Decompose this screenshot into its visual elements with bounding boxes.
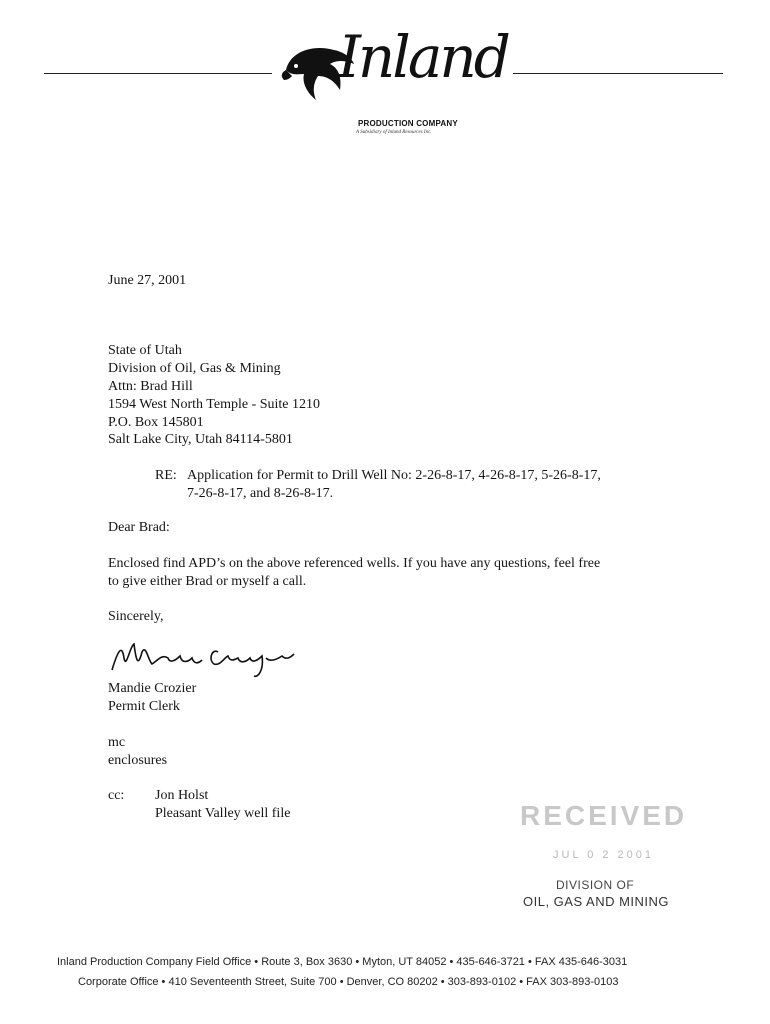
letterhead-rule-left [44, 73, 272, 74]
division-stamp: DIVISION OF [556, 878, 635, 892]
recipient-line: Attn: Brad Hill [108, 379, 193, 394]
recipient-line: 1594 West North Temple - Suite 1210 [108, 397, 321, 412]
company-logo [276, 22, 512, 146]
cc-recipient: Jon Holst [155, 788, 209, 803]
division-stamp: OIL, GAS AND MINING [523, 894, 670, 909]
cc-label: cc: [108, 788, 125, 803]
letterhead-rule-right [513, 73, 723, 74]
body-text: to give either Brad or myself a call. [108, 574, 307, 589]
initials: mc [108, 735, 126, 750]
recipient-line: Division of Oil, Gas & Mining [108, 361, 281, 376]
signer-name: Mandie Crozier [108, 681, 197, 696]
recipient-line: Salt Lake City, Utah 84114-5801 [108, 432, 293, 447]
body-text: Enclosed find APD’s on the above referenced wells. If you have any questions, feel free [108, 556, 601, 571]
footer-field-office: Inland Production Company Field Office • Route 3, Box 3630 • Myton, UT 84052 • 435-646-3721 • FAX 435-646-3031 [57, 956, 628, 968]
signer-title: Permit Clerk [108, 699, 180, 714]
re-line: 7-26-8-17, and 8-26-8-17. [187, 486, 334, 501]
logo-wordmark: Inland [338, 23, 508, 91]
salutation: Dear Brad: [108, 520, 170, 535]
closing: Sincerely, [108, 609, 164, 624]
signature-icon [108, 630, 308, 680]
recipient-line: P.O. Box 145801 [108, 415, 204, 430]
re-label: RE: [155, 468, 177, 483]
footer-corporate-office: Corporate Office • 410 Seventeenth Street, Suite 700 • Denver, CO 80202 • 303-893-0102 • FAX 303-893-0103 [78, 976, 619, 988]
re-line: Application for Permit to Drill Well No: 2-26-8-17, 4-26-8-17, 5-26-8-17, [187, 468, 601, 483]
cc-recipient: Pleasant Valley well file [155, 806, 291, 821]
letter-date: June 27, 2001 [108, 273, 187, 288]
received-stamp: RECEIVED [520, 800, 688, 831]
enclosures: enclosures [108, 753, 168, 768]
company-name: PRODUCTION COMPANY [358, 119, 458, 128]
received-date: JUL 0 2 2001 [553, 849, 655, 861]
company-subsidiary: A Subsidiary of Inland Resources Inc. [356, 130, 432, 135]
recipient-line: State of Utah [108, 343, 182, 358]
